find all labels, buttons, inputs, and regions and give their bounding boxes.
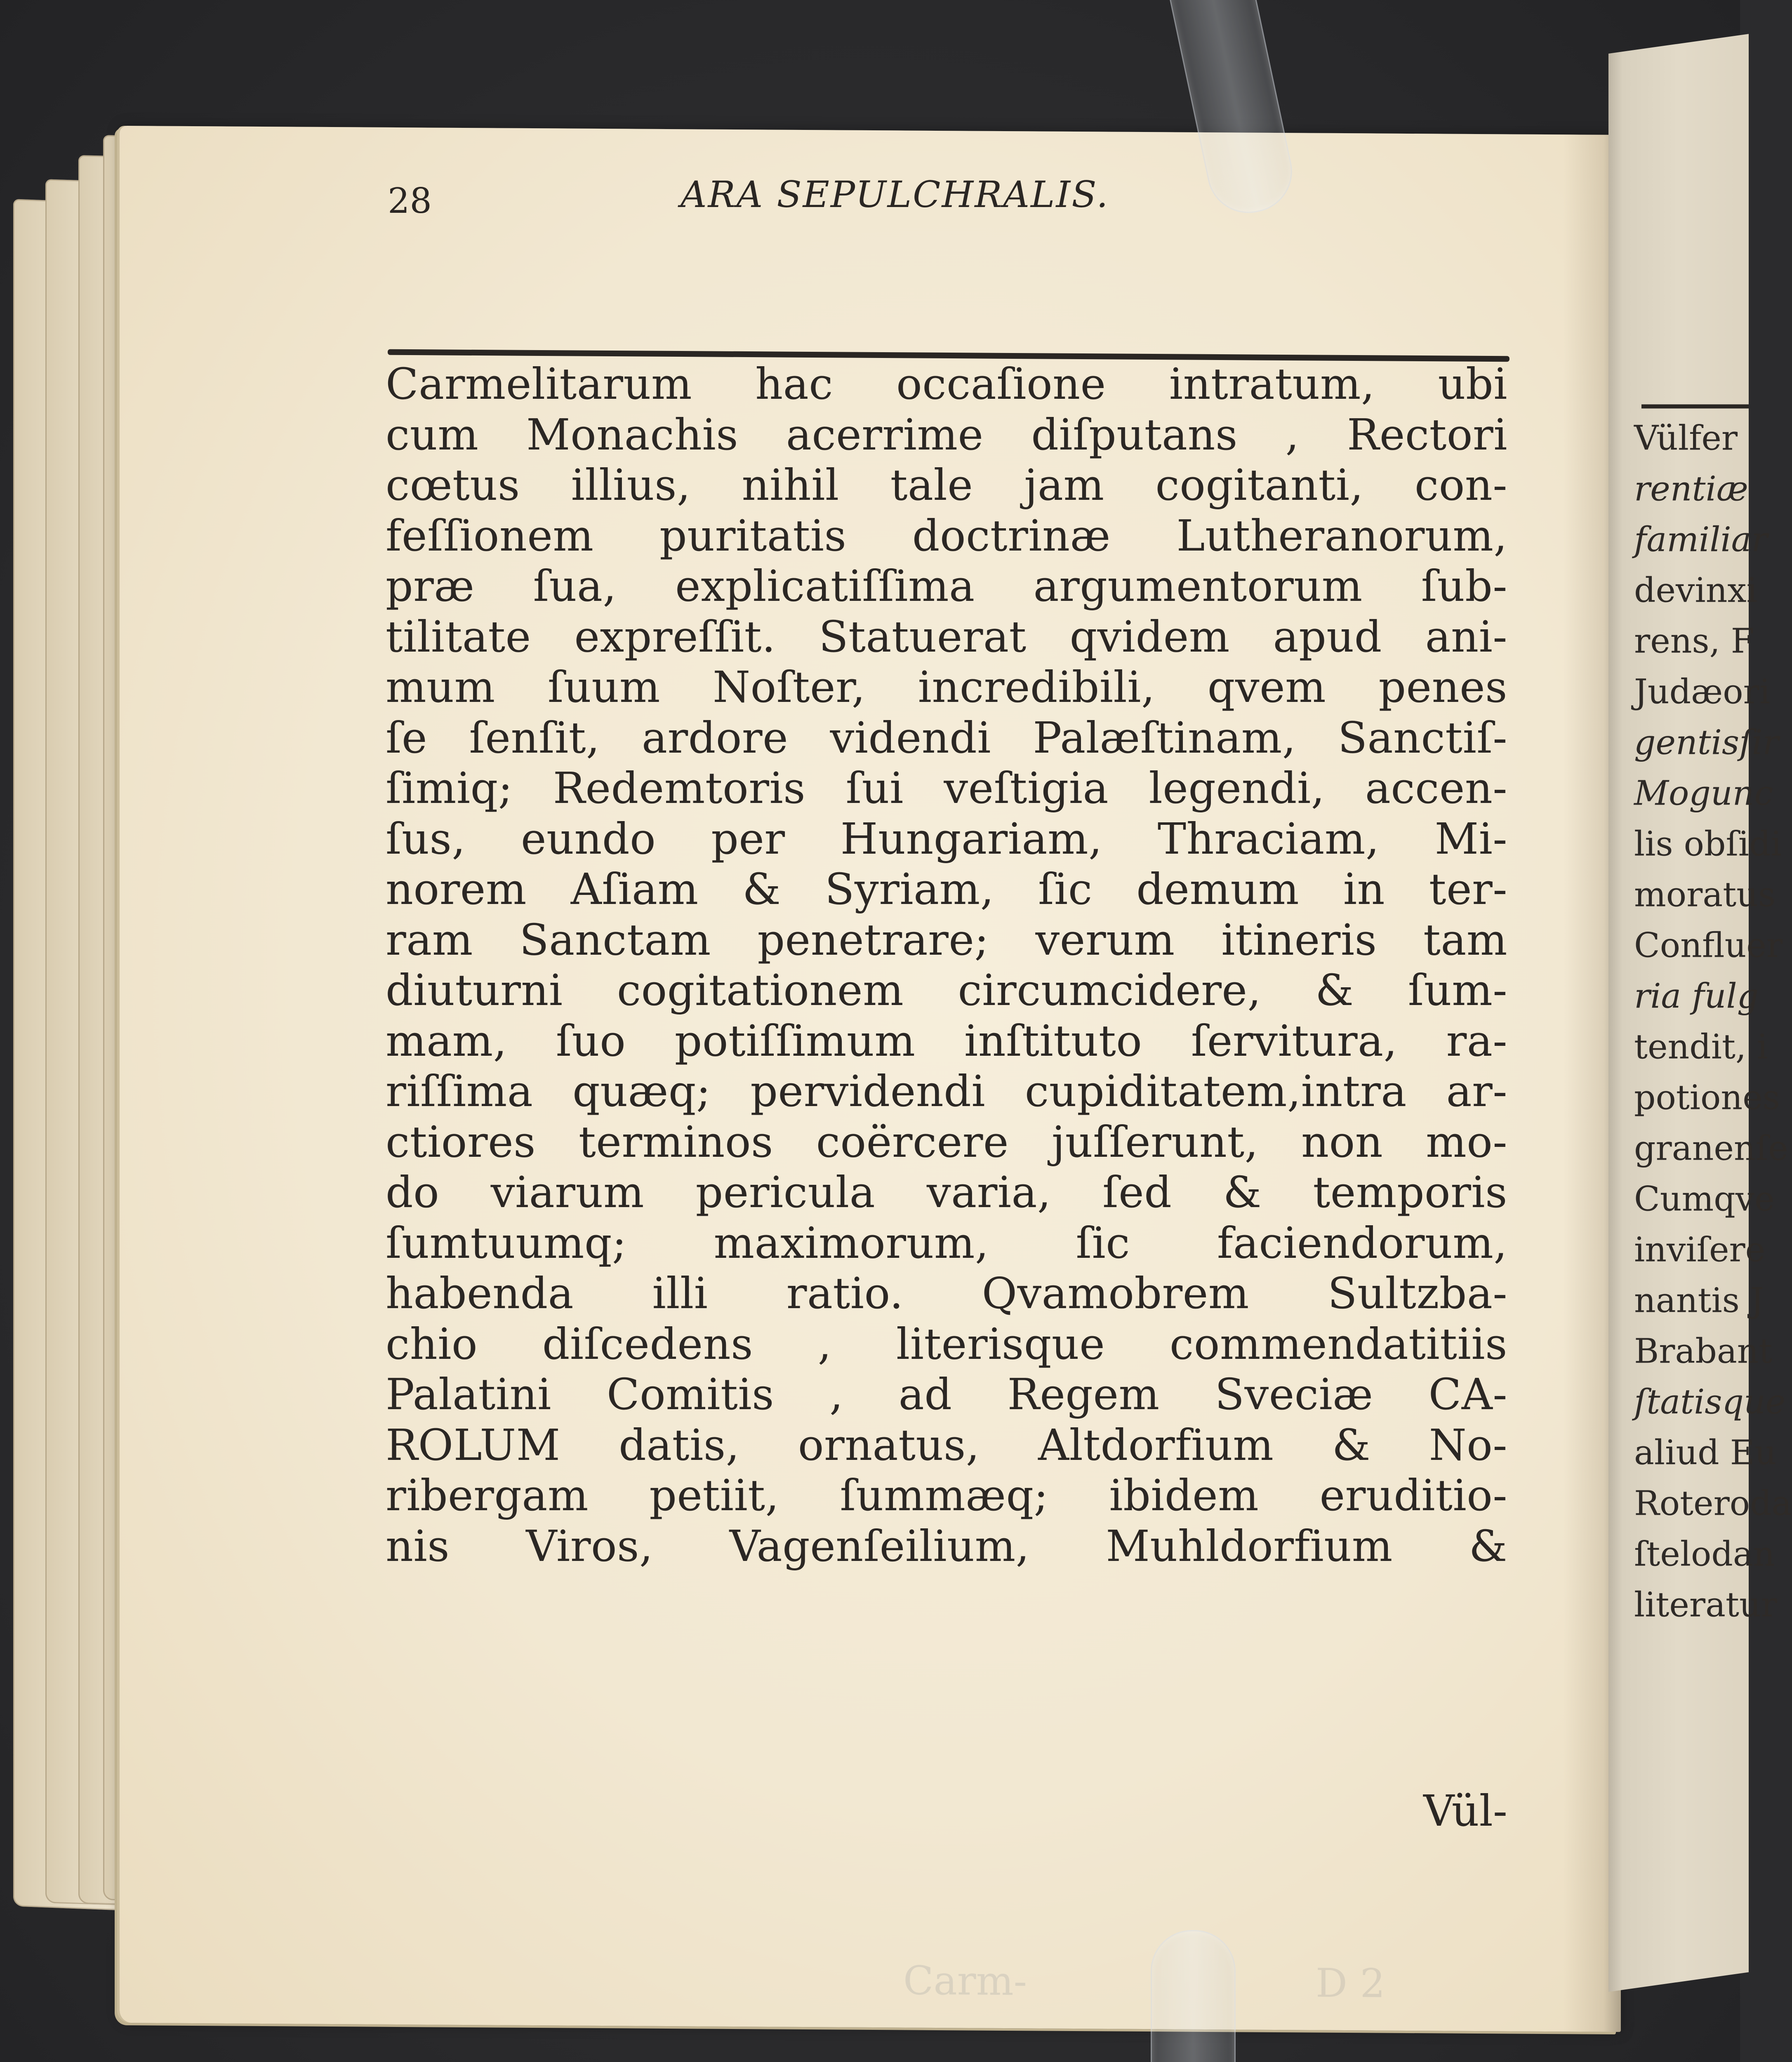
facing-text-line: Judæori [1634,672,1771,712]
facing-text-line: tendit, i [1634,1027,1768,1067]
facing-head-rule [1641,404,1749,408]
facing-text-line: ſtelodan [1634,1535,1775,1574]
facing-text-line: literatur [1634,1585,1777,1625]
text-line: mum ſuum Noſter, incredibili, qvem penes [386,662,1507,712]
glass-page-holder-bottom [1151,1930,1236,2062]
text-line: præ ſua, explicatiſſima argumentorum ſub- [386,561,1507,611]
text-line: norem Aſiam & Syriam, ſic demum in ter- [386,864,1507,914]
text-line: Carmelitarum hac occaſione intratum, ubi [386,359,1507,409]
facing-text-line: granenſe [1634,1129,1788,1168]
text-line: ſe ſenſit, ardore videndi Palæſtinam, Sanctiſ- [386,712,1507,763]
facing-text-line: potiones [1634,1078,1780,1118]
body-text [386,359,1507,1836]
text-line: cum Monachis acerrime diſputans , Rectori [386,409,1507,460]
text-line: ctiores terminos coërcere juſſerunt, non mo- [386,1116,1507,1167]
text-line: feſſionem puritatis doctrinæ Lutheranorum, [386,510,1507,561]
text-line: nis Viros, Vagenſeilium, Muhldorfium & [386,1521,1507,1571]
text-line: ROLUM datis, ornatus, Altdorfium & No- [386,1419,1507,1470]
facing-text-line: rentiæ [1634,469,1748,509]
facing-text-line: ria fulg [1634,977,1759,1016]
text-line: habenda illi ratio. Qvamobrem Sultzba- [386,1268,1507,1318]
catchword: Vül- [1423,1786,1507,1836]
show-through-text: Carm- [903,1957,1027,2005]
text-line: diuturni cogitationem circumcidere, & ſum- [386,965,1507,1015]
facing-text-line: gentisſir [1634,723,1779,763]
text-line: mam, ſuo potiſſimum inſtituto ſervitura, ra- [386,1015,1507,1066]
text-line: Palatini Comitis , ad Regem Sveciæ CA- [386,1369,1507,1419]
text-line: do viarum pericula varia, ſed & temporis [386,1167,1507,1217]
text-line: cœtus illius, nihil tale jam cogitanti, con- [386,460,1507,510]
text-line: ſumtuumq; maximorum, ſic faciendorum, [386,1217,1507,1268]
facing-text-line: inviſere [1634,1230,1766,1270]
facing-text-line: Mogunc [1634,774,1773,813]
facing-text-line: aliud Eu [1634,1433,1777,1473]
text-line: ribergam petiit, ſummæq; ibidem eruditio- [386,1470,1507,1521]
page-number: 28 [388,181,432,221]
text-line: ſimiq; Redemtoris ſui veſtigia legendi, accen- [386,763,1507,813]
facing-text-line: Confluer [1634,926,1783,965]
facing-text-line: Roteroda [1634,1484,1792,1523]
running-head [388,161,1509,219]
running-title: ARA SEPULCHRALIS. [681,173,1109,216]
facing-text-line: rens, F [1634,621,1754,661]
text-line: riſſima quæq; pervidendi cupiditatem,intra ar- [386,1066,1507,1116]
text-line: chio diſcedens , literisque commendatitiis [386,1318,1507,1369]
facing-text-line: lis obſidi [1634,824,1782,864]
recto-page-fragment [1608,34,1792,1992]
facing-text-line: Vülfer [1634,419,1738,458]
facing-text [1634,413,1792,1630]
facing-text-line: Cumqve [1634,1179,1775,1219]
text-line: tilitate expreſſit. Statuerat qvidem apud ani- [386,611,1507,662]
facing-text-line: nantis J [1634,1281,1764,1321]
facing-text-line: Brabant [1634,1332,1773,1371]
text-line: ram Sanctam penetrare; verum itineris tam [386,914,1507,965]
text-line: ſus, eundo per Hungariam, Thraciam, Mi- [386,813,1507,864]
facing-text-line: familiar [1634,520,1768,560]
facing-text-line: ſtatisque [1634,1382,1786,1422]
show-through-signature: D 2 [1316,1960,1385,2007]
facing-text-line: devinxi [1634,571,1757,610]
facing-text-line: moratus [1634,875,1776,915]
